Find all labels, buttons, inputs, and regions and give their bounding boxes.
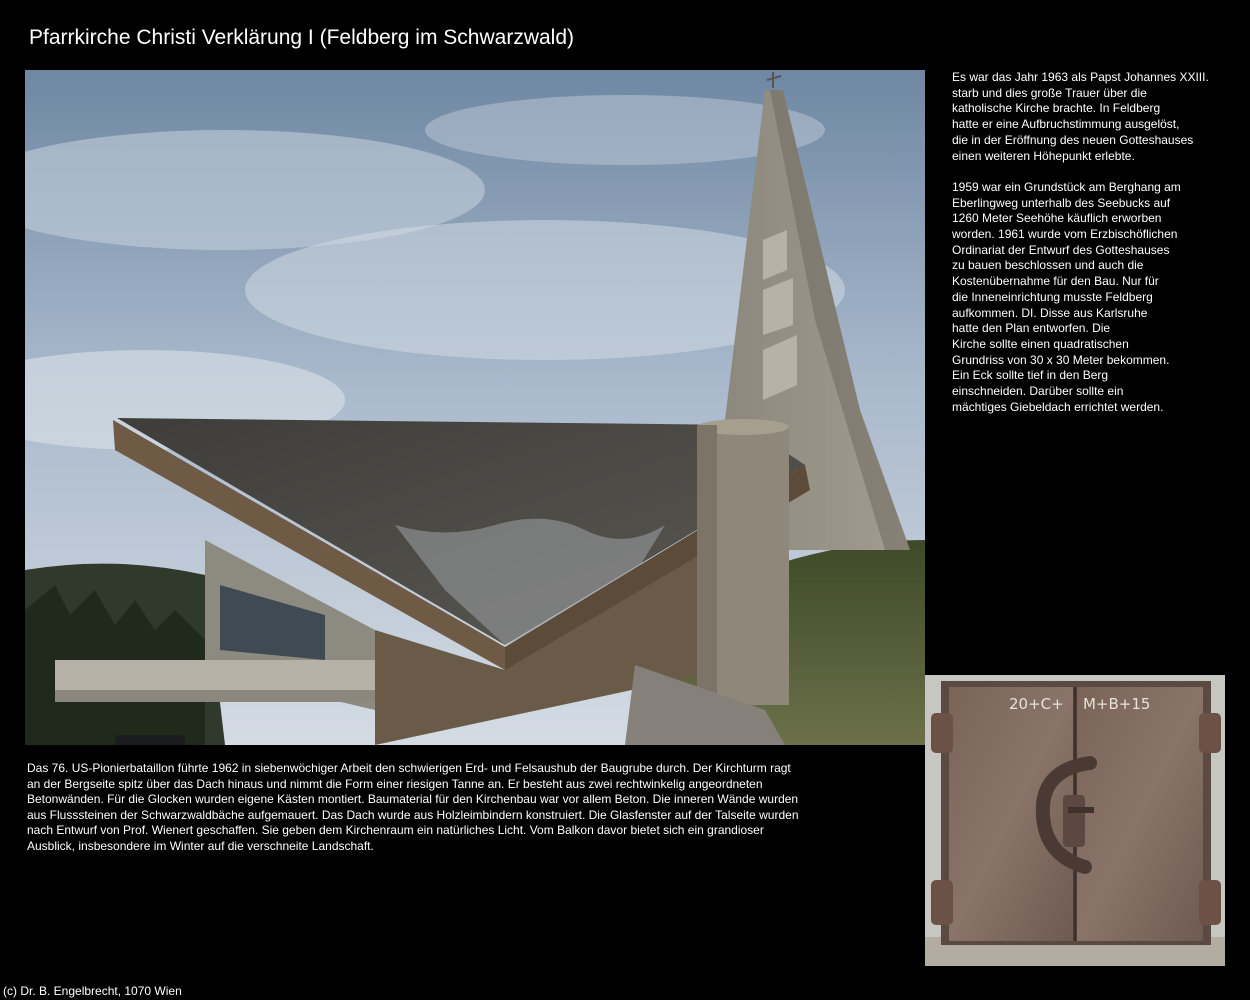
page-title: Pfarrkirche Christi Verklärung I (Feldberg im Schwarzwald) bbox=[29, 26, 575, 49]
door-chalk-left: 20+C+ bbox=[1009, 695, 1064, 713]
copyright-footer: (c) Dr. B. Engelbrecht, 1070 Wien bbox=[3, 984, 182, 998]
door-chalk-right: M+B+15 bbox=[1083, 695, 1151, 713]
side-paragraph-2: 1959 war ein Grundstück am Berghang am Eberlingweg unterhalb des Seebucks auf 1260 Meter Seehöhe käuflich erworben worden. 1961 wurde vom Erzbischöflichen Ordinariat der Entwurf des Gotteshauses zu bauen beschlossen und auch die Kostenübernahme für den Bau. Nur für die Inneneinrichtung musste Feldberg aufkommen. DI. Disse aus Karlsruhe hatte den Plan entworfen. Die Kirche sollte einen quadratischen Grundriss von 30 x 30 Meter bekommen. Ein Eck sollte tief in den Berg einschneiden. Darüber sollte ein mächtiges Giebeldach errichtet werden. bbox=[952, 179, 1181, 414]
side-paragraph-1: Es war das Jahr 1963 als Papst Johannes XXIII. starb und dies große Trauer über die katholische Kirche brachte. In Feldberg hatte er eine Aufbruchstimmung ausgelöst, die in der Eröffnung des neuen Gotteshauses einen weiteren Höhepunkt erlebte. bbox=[952, 70, 1209, 163]
door-photo bbox=[925, 675, 1225, 966]
bottom-description: Das 76. US-Pionierbataillon führte 1962 in siebenwöchiger Arbeit den schwierigen Erd- und Felsaushub der Baugrube durch. Der Kirchturm ragt an der Bergseite spitz über das Dach hinaus und nimmt die Form einer riesigen Tanne an. Er besteht aus zwei rechtwinkelig angeordneten Betonwänden. Für die Glocken wurden eigene Kästen montiert. Baumaterial für den Kirchenbau war vor allem Beton. Die inneren Wände wurden aus Flusssteinen der Schwarzwaldbäche aufgemauert. Das Dach wurde aus Holzleimbindern konstruiert. Die Glasfenster auf der Talseite wurden nach Entwurf von Prof. Wienert geschaffen. Sie geben dem Kirchenraum ein natürliches Licht. Vom Balkon davor bietet sich ein grandioser Ausblick, insbesondere im Winter auf die verschneite Landschaft. bbox=[27, 761, 799, 853]
side-description bbox=[952, 70, 1237, 431]
church-photo bbox=[25, 70, 925, 745]
